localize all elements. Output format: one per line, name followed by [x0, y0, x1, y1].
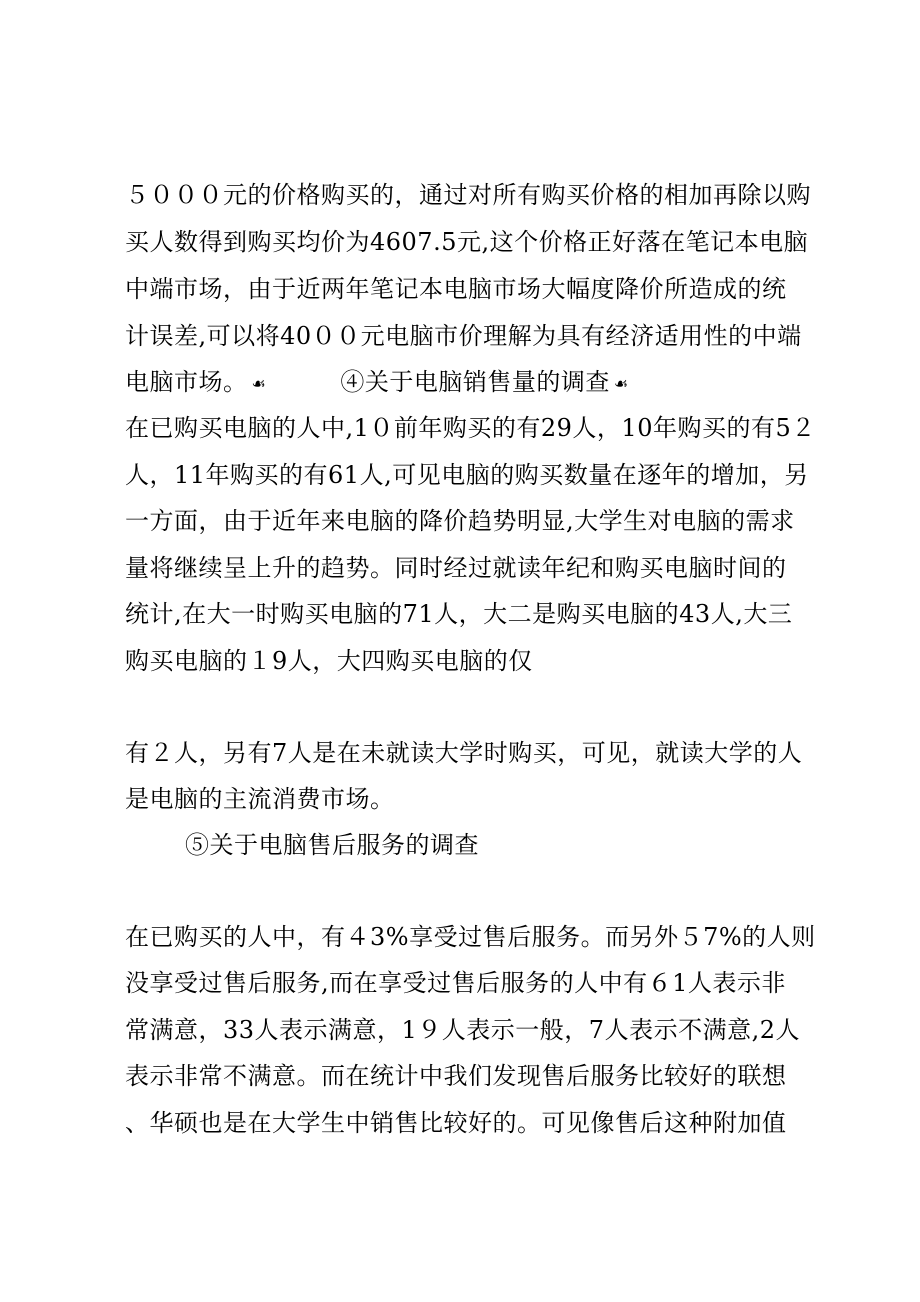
text-line: 一方面，由于近年来电脑的降价趋势明显,大学生对电脑的需求 [125, 507, 795, 535]
section-heading-5: ⑤关于电脑售后服务的调查 [185, 831, 479, 859]
paragraph-mark-icon: ☙ [613, 373, 629, 393]
text-line: 没享受过售后服务,而在享受过售后服务的人中有６1人表示非 [125, 969, 786, 997]
text-line: 买人数得到购买均价为4607.5元,这个价格正好落在笔记本电脑 [125, 228, 809, 256]
text-line: 中端市场，由于近两年笔记本电脑市场大幅度降价所造成的统 [125, 275, 787, 303]
text-line: 有２人，另有7人是在未就读大学时购买，可见，就读大学的人 [125, 739, 803, 767]
text-line: 、华硕也是在大学生中销售比较好的。可见像售后这种附加值 [125, 1109, 787, 1137]
text-line: 常满意，33人表示满意，1９人表示一般，7人表示不满意,2人 [125, 1016, 800, 1044]
section-heading-4: ④关于电脑销售量的调查 [340, 368, 610, 396]
text-line: 表示非常不满意。而在统计中我们发现售后服务比较好的联想 [125, 1062, 787, 1090]
text-line: 人，11年购买的有61人,可见电脑的购买数量在逐年的增加，另 [125, 461, 809, 489]
text-line-with-heading [125, 367, 805, 399]
text-line: 是电脑的主流消费市场。 [125, 785, 395, 813]
text-line: 购买电脑的１9人，大四购买电脑的仅 [125, 647, 533, 675]
text-line: 计误差,可以将40００元电脑市价理解为具有经济适用性的中端 [125, 322, 802, 350]
paragraph-mark-icon: ☙ [251, 373, 267, 393]
text-line: ５０００元的价格购买的，通过对所有购买价格的相加再除以购 [125, 181, 811, 209]
text-line: 在已购买的人中，有４3%享受过售后服务。而另外５7%的人则 [125, 923, 816, 951]
text-line: 量将继续呈上升的趋势。同时经过就读年纪和购买电脑时间的 [125, 554, 787, 582]
text-line: 在已购买电脑的人中,1０前年购买的有29人，10年购买的有5２ [125, 414, 816, 442]
text-fragment: 电脑市场。 [125, 368, 248, 396]
text-line: 统计,在大一时购买电脑的71人，大二是购买电脑的43人,大三 [125, 600, 793, 628]
